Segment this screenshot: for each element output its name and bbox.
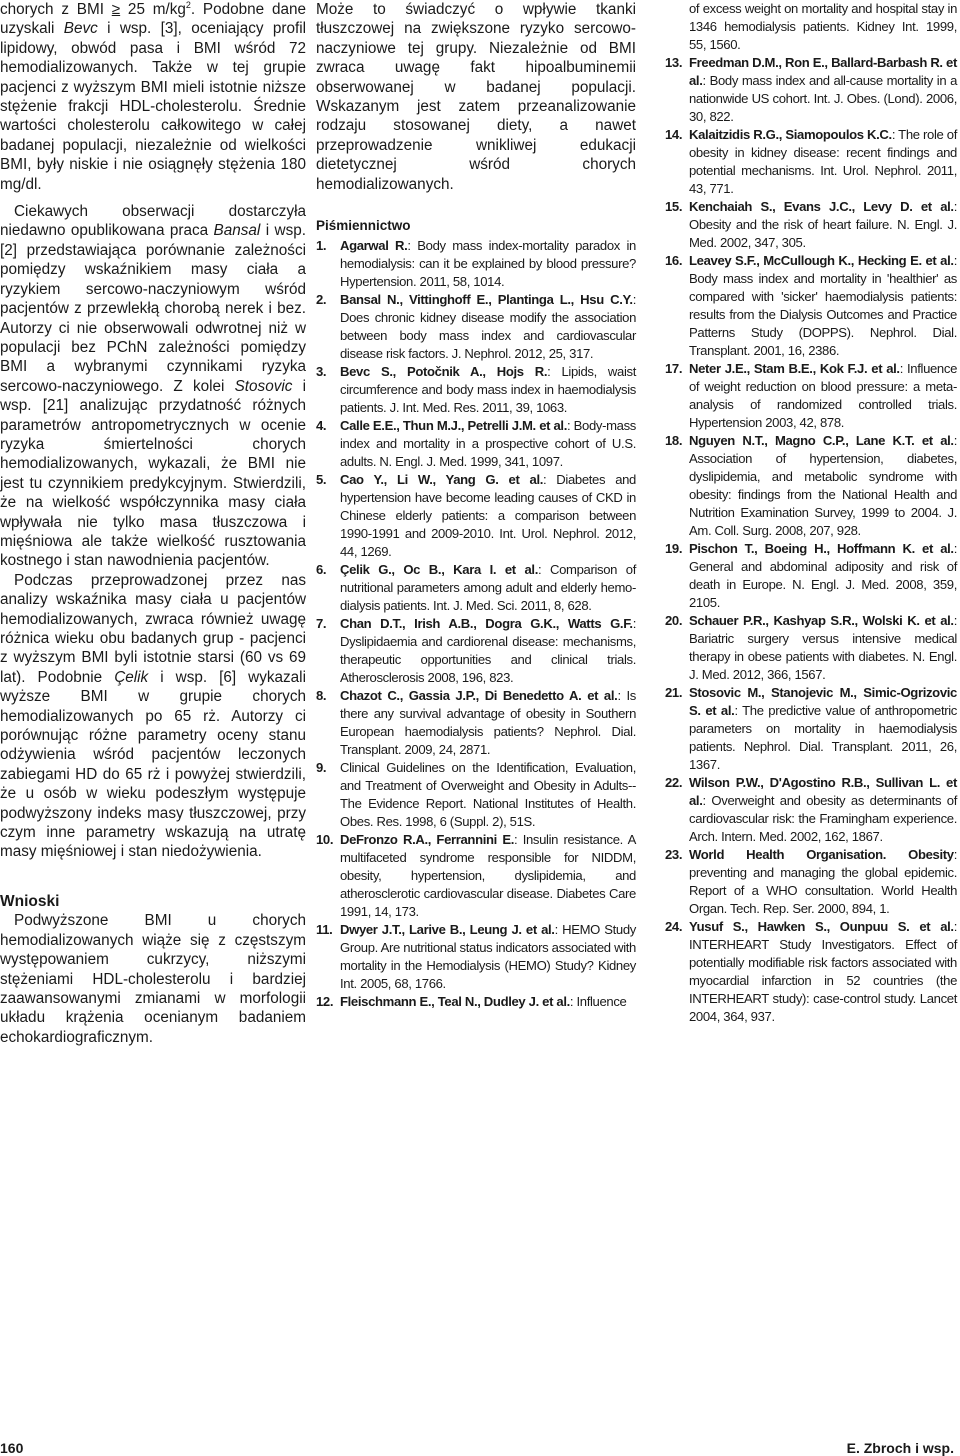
reference-item (665, 252, 957, 360)
reference-authors: Nguyen N.T., Magno C.P., Lane K.T. et al. (689, 433, 954, 448)
paragraph-1: chorych z BMI ≥ 25 $m/kg^2$. Podobne dane uzyskali Bevc i wsp. [3], oceniający profil lipidowy, obwód pasa i BMI wśród 72 hemodializowanych. Także w tej grupie pacjenci z wyższym BMI mieli istotnie niższe stężenie frakcji HDL-cholesterolu. Średnie wartości cholesterolu całkowitego w całej badanej populacji, niezależnie od wielkości BMI, były niskie i nie osiągnęły stężenia 180 mg/dl. (0, 0, 307, 193)
reference-number: 21. (665, 685, 683, 700)
reference-text (340, 615, 636, 687)
reference-authors: Kenchaiah S., Evans J.C., Levy D. et al. (689, 199, 954, 214)
references-list-continued (665, 54, 957, 1026)
reference-text (689, 846, 957, 918)
reference-details: : The role of obesity in kidney disease: recent findings and potential mechanisms. Int. Urol. Nephrol. 2011, 43, 771. (689, 127, 957, 196)
reference-text (340, 759, 636, 831)
reference-text (340, 831, 636, 921)
reference-item (665, 846, 957, 918)
reference-authors: Wilson P.W., D'Agostino R.B., Sullivan L. et al. (689, 775, 957, 808)
reference-text (689, 252, 957, 360)
reference-item (316, 831, 636, 921)
reference-details: : Does chronic kidney disease modify the association between body mass index and cardiovascular disease risk factors. J. Nephrol. 2012, 25, 317. (340, 292, 636, 362)
reference-text (689, 540, 957, 612)
reference-item (665, 54, 957, 126)
reference-number: 15. (665, 199, 683, 214)
right-column (665, 0, 957, 1026)
reference-details: Clinical Guidelines on the Identification, Evaluation, and Treatment of Overweight and Obesity in Adults--The Evidence Report. National Institutes of Health. Obes. Res. 1998, 6 (Suppl. 2), 51S. (340, 760, 636, 830)
reference-details: : Bariatric surgery versus intensive medical therapy in obese patients with diabetes. N. Engl. J. Med. 2012, 366, 1567. (689, 613, 957, 682)
reference-number: 11. (316, 922, 333, 938)
reference-authors: Agarwal R. (340, 238, 408, 254)
reference-number: 4. (316, 418, 327, 434)
reference-number: 17. (665, 361, 683, 376)
section-heading: Wnioski (0, 892, 60, 910)
reference-details: : Diabetes and hypertension have become leading causes of CKD in Chinese elderly patients: a comparison between 1990-1991 and 2009-2010. Int. Urol. Nephrol. 2012, 44, 1269. (340, 472, 636, 560)
reference-details: : Body-mass index and mortality in a prospective cohort of U.S. adults. N. Engl. J. Med. 1999, 341, 1097. (340, 418, 636, 470)
reference-text (689, 432, 957, 540)
reference-number: 1. (316, 238, 327, 254)
reference-authors: Kalaitzidis R.G., Siamopoulos K.C. (689, 127, 892, 142)
reference-item (665, 918, 957, 1026)
reference-details: : Association of hypertension, diabetes, dyslipidemia, and metabolic syndrome with obesity: findings from the National Health and Nutrition Examination Survey, 1999 to 2004. J. Am. Coll. Surg. 2008, 207, 928. (689, 433, 957, 538)
reference-details: : Body mass index and all-cause mortality in a nationwide US cohort. Int. J. Obes. (Lond). 2006, 30, 822. (689, 73, 957, 124)
middle-column (316, 0, 636, 1011)
reference-text (340, 291, 636, 363)
reference-text (689, 612, 957, 684)
reference-number: 12. (316, 994, 334, 1010)
reference-item (665, 198, 957, 252)
reference-details: : Body mass index and mortality in 'healthier' as compared with 'sicker' haemodialysis patients: results from the Dialysis Outcomes and Practice Patterns Study (DOPPS). Nephrol. Dial. Transplant. 2001, 16, 2386. (689, 253, 957, 358)
reference-details: : General and abdominal adiposity and risk of death in Europe. N. Engl. J. Med. 2008, 359, 2105. (689, 541, 957, 610)
reference-text (340, 471, 636, 561)
reference-number: 8. (316, 688, 327, 704)
reference-text (689, 774, 957, 846)
reference-details: : Overweight and obesity as determinants of cardiovascular risk: the Framingham experience. Arch. Intern. Med. 2002, 162, 1867. (689, 793, 957, 844)
reference-text (689, 54, 957, 126)
reference-details: : Lipids, waist circumference and body mass index in haemodialysis patients. J. Int. Med. Res. 2011, 39, 1063. (340, 364, 636, 416)
reference-item (316, 759, 636, 831)
reference-details: : Influence of weight reduction on blood pressure: a meta-analysis of randomized controlled trials. Hypertension 2003, 42, 878. (689, 361, 957, 430)
reference-details: : Is there any survival advantage of obesity in Southern European haemodialysis patients? Nephrol. Dial. Transplant. 2009, 24, 2871. (340, 688, 636, 758)
paragraph-2: Ciekawych obserwacji dostarczyła niedawno opublikowana praca Bansal i wsp. [2] przedstawiająca porównanie zależności pomiędzy wskaźnikiem masy ciała a ryzykiem sercowo-naczyniowym wśród pacjentów z przewlekłą chorobą nerek i bez. Autorzy ci nie obserwowali odwrotnej niż w populacji bez PChN zależności pomiędzy BMI a wybranymi czynnikami ryzyka sercowo-naczyniowego. Z kolei Stosovic i wsp. [21] analizując przydatność różnych parametrów antropometrycznych w ocenie ryzyka śmiertelności chorych hemodializowanych, wykazali, że BMI nie jest tu czynnikiem predykcyjnym. Stwierdzili, że na wielkość współczynnika masy ciała wpływała nie tylko masa tłuszczowa i mięśniowa ale także wielkość rusztowania kostnego i stan nawodnienia pacjentów. (0, 203, 306, 570)
reference-authors: Fleischmann E., Teal N., Dudley J. et al. (340, 994, 570, 1010)
reference-text (689, 684, 957, 774)
reference-text (689, 360, 957, 432)
reference-details: : INTERHEART Study Investigators. Effect of potentially modifiable risk factors associated with myocardial infarction in 52 countries (the INTERHEART study): case-control study. Lancet 2004, 364, 937. (689, 919, 957, 1024)
left-column (0, 0, 306, 1047)
reference-text (689, 198, 957, 252)
reference-authors: Calle E.E., Thun M.J., Petrelli J.M. et al. (340, 418, 567, 434)
reference-authors: Chazot C., Gassia J.P., Di Benedetto A. et al. (340, 688, 618, 704)
reference-authors: Neter J.E., Stam B.E., Kok F.J. et al. (689, 361, 900, 376)
references-heading: Piśmiennictwo (316, 218, 411, 234)
reference-authors: Leavey S.F., McCullough K., Hecking E. et al. (689, 253, 954, 268)
reference-details: : Influence (569, 994, 627, 1010)
reference-item (665, 432, 957, 540)
reference-text (340, 237, 636, 291)
reference-number: 19. (665, 541, 683, 556)
reference-item (665, 774, 957, 846)
reference-authors: Freedman D.M., Ron E., Ballard-Barbash R. et al. (689, 55, 957, 88)
reference-authors: Chan D.T., Irish A.B., Dogra G.K., Watts G.F. (340, 616, 633, 632)
reference-number: 22. (665, 775, 683, 790)
reference-number: 7. (316, 616, 327, 632)
reference-number: 18. (665, 433, 683, 448)
reference-details: : HEMO Study Group. Are nutritional status indicators associated with mortality in the Hemodialysis (HEMO) Study? Kidney Int. 2005, 68, 1766. (340, 922, 636, 992)
reference-text (689, 918, 957, 1026)
reference-details: : Obesity and the risk of heart failure. N. Engl. J. Med. 2002, 347, 305. (689, 199, 957, 250)
reference-item (316, 993, 636, 1011)
reference-item (665, 612, 957, 684)
reference-text (340, 561, 636, 615)
reference-number: 3. (316, 364, 327, 380)
reference-item (316, 561, 636, 615)
reference-text (340, 363, 636, 417)
reference-details: : Dyslipidaemia and cardiorenal disease: mechanisms, therapeutic opportunities and clinical trials. Atherosclerosis 2008, 196, 823. (340, 616, 636, 686)
reference-number: 6. (316, 562, 327, 578)
reference-item (316, 417, 636, 471)
reference-item (316, 237, 636, 291)
reference-details: : preventing and managing the global epidemic. Report of a WHO consultation. World Health Organ. Tech. Rep. Ser. 2000, 894, 1. (689, 847, 957, 916)
paragraph-diet: Może to świadczyć o wpływie tkanki tłuszczowej na zwiększone ryzyko sercowo-naczyniowe tej grupy. Niezależnie od BMI zwraca uwagę fakt hipoalbuminemii obserwowanej w badanej populacji. Wskazanym jest zatem przeanalizowanie rodzaju stosowanej diety, a nawet przeprowadzenie wnikliwej edukacji dietetycznej wśród chorych hemodializowanych. (316, 1, 636, 193)
reference-item (316, 687, 636, 759)
reference-authors: Pischon T., Boeing H., Hoffmann K. et al. (689, 541, 954, 556)
reference-number: 24. (665, 919, 683, 934)
reference-text (689, 126, 957, 198)
reference-details: : Insulin resistance. A multifaceted syndrome responsible for NIDDM, obesity, hypertension, dyslipidemia, and atherosclerotic cardiovascular disease. Diabetes Care 1991, 14, 173. (340, 832, 636, 920)
reference-item (665, 126, 957, 198)
reference-text (340, 417, 636, 471)
reference-authors: Schauer P.R., Kashyap S.R., Wolski K. et al. (689, 613, 954, 628)
reference-authors: Dwyer J.T., Larive B., Leung J. et al. (340, 922, 555, 938)
reference-authors: Bevc S., Potočnik A., Hojs R. (340, 364, 548, 380)
reference-number: 13. (665, 55, 683, 70)
reference-details: : Comparison of nutritional parameters among adult and elderly hemo-dialysis patients. Int. J. Med. Sci. 2011, 8, 628. (340, 562, 636, 614)
reference-text (340, 921, 636, 993)
reference-item (665, 540, 957, 612)
paragraph-3: Podczas przeprowadzonej przez nas analizy wskaźnika masy ciała u pacjentów hemodializowanych, zwraca również uwagę różnica wieku obu badanych grup - pacjenci z wyższym BMI byli istotnie starsi (60 vs 69 lat). Podobnie Çelik i wsp. [6] wykazali wyższe BMI w grupie chorych hemodializowanych po 65 rż. Autorzy ci porównując różne parametry oceny stanu odżywienia wśród pacjentów leczonych zabiegami HD do 65 rż i powyżej stwierdzili, że u osób w wieku podeszłym występuje podwyższony indeks masy tłuszczowej, przy czym inne parametry wskazują na utratę masy mięśniowej i stan niedożywienia. (0, 571, 306, 861)
reference-item (665, 684, 957, 774)
reference-item (316, 291, 636, 363)
reference-text (340, 993, 636, 1011)
reference-continuation: of excess weight on mortality and hospital stay in 1346 hemodialysis patients. Kidney Int. 1999, 55, 1560. (689, 1, 957, 52)
reference-number: 10. (316, 832, 334, 848)
reference-authors: Bansal N., Vittinghoff E., Plantinga L., Hsu C.Y. (340, 292, 633, 308)
reference-item (316, 615, 636, 687)
page-number: 160 (0, 1440, 24, 1456)
conclusion-paragraph: Podwyższone BMI u chorych hemodializowanych wiąże się z częstszym występowaniem cukrzycy, niższymi stężeniami HDL-cholesterolu i bardziej zaawansowanymi zmianami w morfologii układu krążenia ocenianym badaniem echokardiograficznym. (0, 912, 306, 1046)
reference-number: 20. (665, 613, 683, 628)
reference-number: 2. (316, 292, 327, 308)
reference-authors: Cao Y., Li W., Yang G. et al. (340, 472, 544, 488)
reference-item (665, 360, 957, 432)
reference-number: 5. (316, 472, 327, 488)
reference-authors: Yusuf S., Hawken S., Ounpuu S. et al. (689, 919, 954, 934)
reference-number: 23. (665, 847, 683, 862)
reference-item (316, 363, 636, 417)
reference-authors: Stosovic M., Stanojevic M., Simic-Ogrizovic S. et al. (689, 685, 957, 718)
reference-details: : Body mass index-mortality paradox in hemodialysis: can it be explained by blood pressure? Hypertension. 2011, 58, 1014. (340, 238, 636, 290)
reference-number: 9. (316, 760, 327, 776)
reference-authors: Çelik G., Oc B., Kara I. et al. (340, 562, 538, 578)
references-list (316, 237, 636, 1011)
reference-number: 14. (665, 127, 683, 142)
reference-authors: World Health Organisation. Obesity (689, 847, 954, 862)
reference-text (340, 687, 636, 759)
running-head: E. Zbroch i wsp. (846, 1440, 954, 1456)
reference-authors: DeFronzo R.A., Ferrannini E. (340, 832, 515, 848)
reference-details: : The predictive value of anthropometric parameters on mortality in haemodialysis patients. Nephrol. Dial. Transplant. 2011, 26, 1367. (689, 703, 958, 772)
reference-number: 16. (665, 253, 683, 268)
reference-item (316, 471, 636, 561)
reference-item (316, 921, 636, 993)
